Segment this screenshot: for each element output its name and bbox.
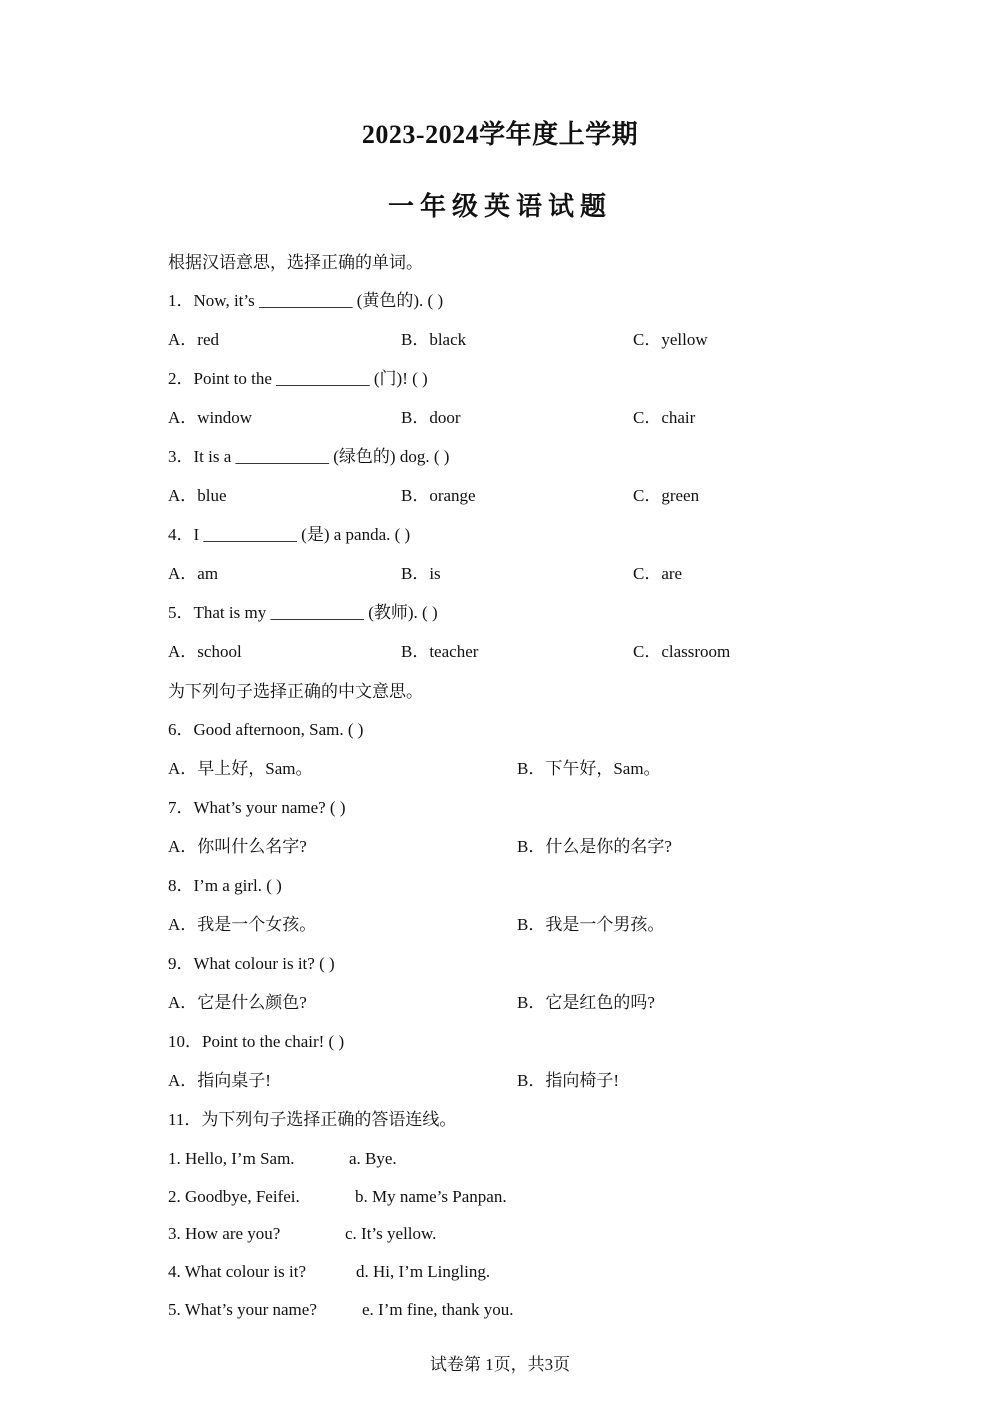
match-right-c: c. It’s yellow. bbox=[345, 1224, 437, 1243]
question-10-stem: 10．Point to the chair! ( ) bbox=[168, 1032, 345, 1051]
question-3-option-a: A．blue bbox=[168, 486, 227, 505]
section2-instruction: 为下列句子选择正确的中文意思。 bbox=[168, 682, 423, 701]
question-5-option-c: C．classroom bbox=[633, 642, 731, 661]
question-1-stem: 1．Now, it’s ___________ (黄色的). ( ) bbox=[168, 291, 444, 310]
question-7-option-a: A．你叫什么名字? bbox=[168, 837, 307, 856]
question-9-option-a: A．它是什么颜色? bbox=[168, 993, 307, 1012]
question-2-option-a: A．window bbox=[168, 408, 253, 427]
question-3-stem: 3．It is a ___________ (绿色的) dog. ( ) bbox=[168, 447, 450, 466]
question-8-stem: 8．I’m a girl. ( ) bbox=[168, 876, 282, 895]
match-left-5: 5. What’s your name? bbox=[168, 1300, 317, 1319]
match-right-a: a. Bye. bbox=[349, 1149, 397, 1168]
question-5-stem: 5．That is my ___________ (教师). ( ) bbox=[168, 603, 438, 622]
section1-instruction: 根据汉语意思，选择正确的单词。 bbox=[168, 253, 423, 272]
question-2-option-c: C．chair bbox=[633, 408, 696, 427]
question-9-stem: 9．What colour is it? ( ) bbox=[168, 954, 335, 973]
question-5-option-b: B．teacher bbox=[401, 642, 479, 661]
question-8-option-b: B．我是一个男孩。 bbox=[517, 915, 665, 934]
exam-title-subject: 一年级英语试题 bbox=[387, 192, 612, 221]
match-left-3: 3. How are you? bbox=[168, 1224, 281, 1243]
question-6-option-b: B．下午好，Sam。 bbox=[517, 759, 661, 778]
question-7-option-b: B．什么是你的名字? bbox=[517, 837, 672, 856]
question-4-option-a: A．am bbox=[168, 564, 219, 583]
match-left-2: 2. Goodbye, Feifei. bbox=[168, 1187, 300, 1206]
question-2-stem: 2．Point to the ___________ (门)! ( ) bbox=[168, 369, 428, 388]
question-3-option-c: C．green bbox=[633, 486, 700, 505]
match-left-1: 1. Hello, I’m Sam. bbox=[168, 1149, 295, 1168]
match-right-b: b. My name’s Panpan. bbox=[355, 1187, 507, 1206]
match-right-d: d. Hi, I’m Lingling. bbox=[356, 1262, 491, 1281]
question-1-option-c: C．yellow bbox=[633, 330, 708, 349]
exam-title-year: 2023-2024学年度上学期 bbox=[361, 120, 639, 149]
question-2-option-b: B．door bbox=[401, 408, 461, 427]
question-10-option-b: B．指向椅子! bbox=[517, 1071, 619, 1090]
match-left-4: 4. What colour is it? bbox=[168, 1262, 307, 1281]
question-4-stem: 4．I ___________ (是) a panda. ( ) bbox=[168, 525, 411, 544]
question-10-option-a: A．指向桌子! bbox=[168, 1071, 271, 1090]
question-8-option-a: A．我是一个女孩。 bbox=[168, 915, 317, 934]
question-3-option-b: B．orange bbox=[401, 486, 476, 505]
question-1-option-a: A．red bbox=[168, 330, 219, 349]
match-right-e: e. I’m fine, thank you. bbox=[362, 1300, 514, 1319]
question-4-option-b: B．is bbox=[401, 564, 441, 583]
question-7-stem: 7．What’s your name? ( ) bbox=[168, 798, 346, 817]
page-footer: 试卷第 1页，共3页 bbox=[429, 1355, 571, 1374]
question-6-stem: 6．Good afternoon, Sam. ( ) bbox=[168, 720, 364, 739]
question-6-option-a: A．早上好，Sam。 bbox=[168, 759, 313, 778]
question-11-instruction: 11．为下列句子选择正确的答语连线。 bbox=[168, 1110, 457, 1129]
question-9-option-b: B．它是红色的吗? bbox=[517, 993, 655, 1012]
question-4-option-c: C．are bbox=[633, 564, 683, 583]
question-1-option-b: B．black bbox=[401, 330, 467, 349]
question-5-option-a: A．school bbox=[168, 642, 242, 661]
